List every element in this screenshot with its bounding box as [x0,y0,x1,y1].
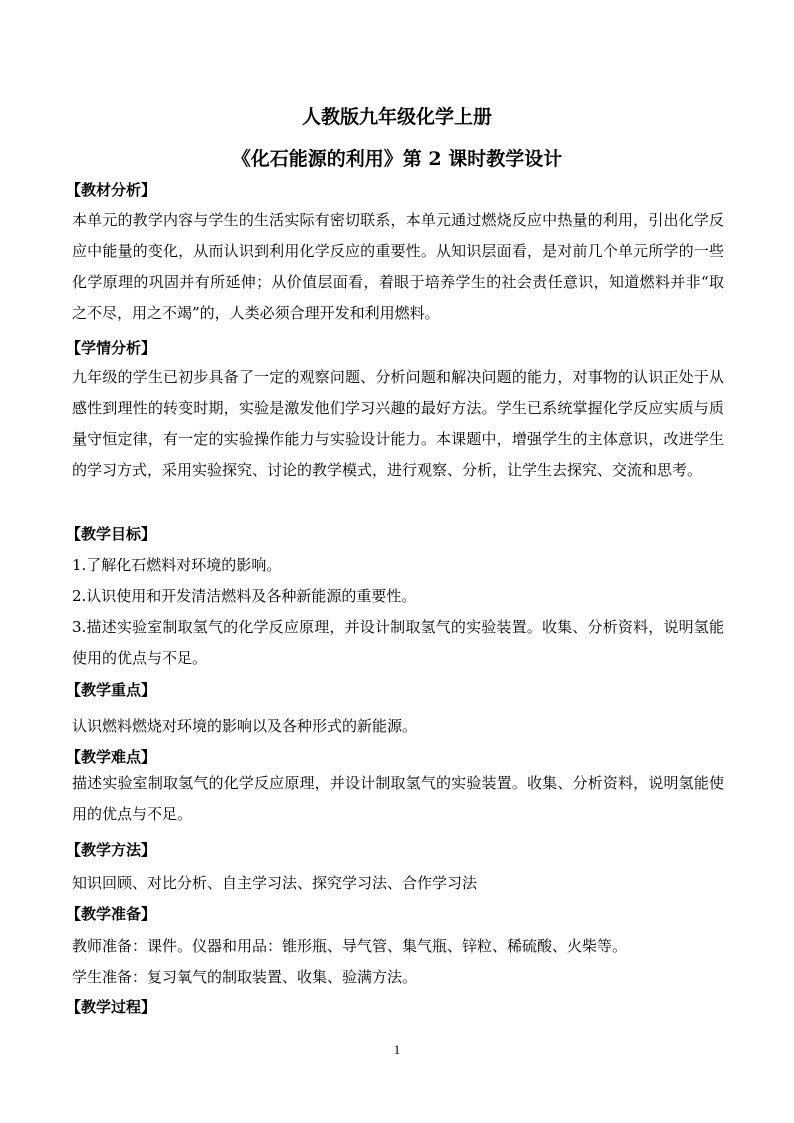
teacher-preparation-text: 教师准备：课件。仪器和用品：锥形瓶、导气管、集气瓶、锌粒、稀硫酸、火柴等。 [72,937,628,955]
heading-objectives: 【教学目标】 [66,525,157,543]
difficulties-text: 描述实验室制取氢气的化学反应原理，并设计制取氢气的实验装置。收集、分析资料，说明氢能使用的优点与不足。 [72,774,724,823]
heading-materials-analysis: 【教材分析】 [66,181,157,199]
heading-key-points: 【教学重点】 [66,681,157,699]
materials-analysis-text: 本单元的教学内容与学生的生活实际有密切联系，本单元通过燃烧反应中热量的利用，引出化学反应中能量的变化，从而认识到利用化学反应的重要性。从知识层面看，是对前几个单元所学的一些化学原理的巩固并有所延伸；从价值层面看，着眼于培养学生的社会责任意识，知道燃料并非“取之不尽，用之不竭”的，人类必须合理开发和利用燃料。 [72,211,724,322]
objective-item-1: 1.了解化石燃料对环境的影响。 [72,556,282,574]
methods-text: 知识回顾、对比分析、自主学习法、探究学习法、合作学习法 [72,874,478,892]
heading-preparation: 【教学准备】 [66,905,157,923]
heading-process: 【教学过程】 [66,998,157,1016]
key-points-text: 认识燃料燃烧对环境的影响以及各种形式的新能源。 [72,717,418,735]
student-analysis-text: 九年级的学生已初步具备了一定的观察问题、分析问题和解决问题的能力，对事物的认识正处于从感性到理性的转变时期，实验是激发他们学习兴趣的最好方法。学生已系统掌握化学反应实质与质量守恒定律，有一定的实验操作能力与实验设计能力。本课题中，增强学生的主体意识，改进学生的学习方式，采用实验探究、讨论的教学模式，进行观察、分析，让学生去探究、交流和思考。 [72,368,724,479]
page-number: 1 [393,1042,401,1057]
objective-item-2: 2.认识使用和开发清洁燃料及各种新能源的重要性。 [72,587,417,605]
heading-student-analysis: 【学情分析】 [66,339,157,357]
document-title: 人教版九年级化学上册 [301,106,492,128]
heading-methods: 【教学方法】 [66,841,157,859]
heading-difficulties: 【教学难点】 [66,748,157,766]
objective-item-3: 3.描述实验室制取氢气的化学反应原理，并设计制取氢气的实验装置。收集、分析资料，说明氢能使用的优点与不足。 [72,618,724,667]
student-preparation-text: 学生准备：复习氧气的制取装置、收集、验满方法。 [72,968,418,986]
document-subtitle: 《化石能源的利用》第 2 课时教学设计 [231,148,563,170]
